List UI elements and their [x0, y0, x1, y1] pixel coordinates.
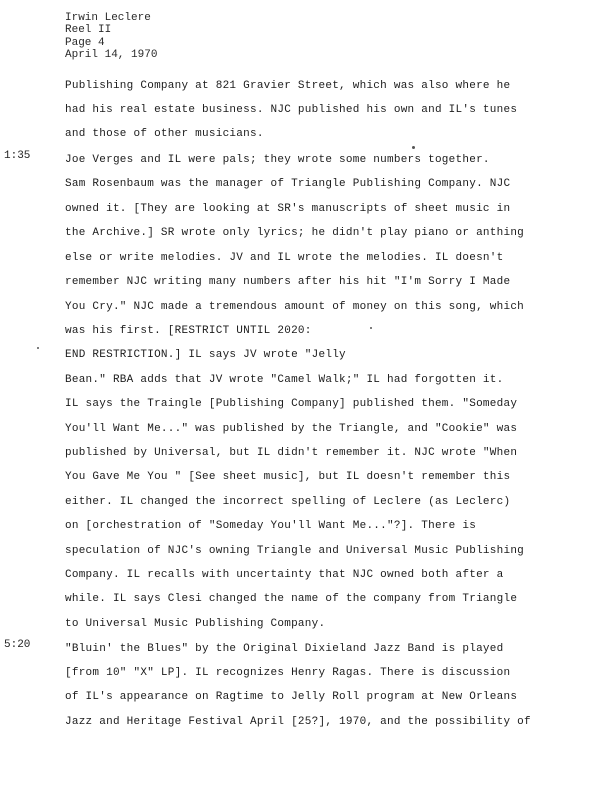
text-line: [from 10" "X" LP]. IL recognizes Henry Ragas. There is discussion — [65, 667, 511, 679]
text-line: remember NJC writing many numbers after his hit "I'm Sorry I Made — [65, 276, 511, 288]
text-line: Bean." RBA adds that JV wrote "Camel Walk;" IL had forgotten it. — [65, 374, 504, 386]
text-line: Publishing Company at 821 Gravier Street, which was also where he — [65, 80, 511, 92]
text-line: speculation of NJC's owning Triangle and Universal Music Publishing — [65, 545, 525, 557]
text-line: was his first. [RESTRICT UNTIL 2020: — [65, 325, 312, 337]
page-label: Page 4 — [65, 36, 105, 49]
text-line: of IL's appearance on Ragtime to Jelly Roll program at New Orleans — [65, 691, 518, 703]
text-line: END RESTRICTION.] IL says JV wrote "Jelly — [65, 349, 346, 361]
margin-timestamp: 5:20 — [4, 639, 31, 651]
scan-speck — [370, 327, 372, 329]
text-line: the Archive.] SR wrote only lyrics; he didn't play piano or anthing — [65, 227, 525, 239]
reel-label: Reel II — [65, 24, 112, 37]
text-line: else or write melodies. JV and IL wrote the melodies. IL doesn't — [65, 252, 504, 264]
text-line: and those of other musicians. — [65, 128, 264, 140]
document-header — [65, 12, 157, 61]
scan-speck — [412, 146, 415, 149]
text-line: Company. IL recalls with uncertainty that NJC owned both after a — [65, 569, 504, 581]
text-line: either. IL changed the incorrect spelling of Leclere (as Leclerc) — [65, 496, 511, 508]
text-line: Jazz and Heritage Festival April [25?], 1970, and the possibility of — [65, 716, 531, 728]
text-line: Sam Rosenbaum was the manager of Triangle Publishing Company. NJC — [65, 178, 511, 190]
text-line: while. IL says Clesi changed the name of the company from Triangle — [65, 593, 518, 605]
text-line: You Gave Me You " [See sheet music], but IL doesn't remember this — [65, 471, 511, 483]
margin-timestamp: 1:35 — [4, 150, 31, 162]
text-line: had his real estate business. NJC published his own and IL's tunes — [65, 104, 518, 116]
text-line: IL says the Traingle [Publishing Company] published them. "Someday — [65, 398, 518, 410]
text-line: You Cry." NJC made a tremendous amount of money on this song, which — [65, 301, 525, 313]
text-line: owned it. [They are looking at SR's manuscripts of sheet music in — [65, 203, 511, 215]
text-line: to Universal Music Publishing Company. — [65, 618, 326, 630]
interviewee-name: Irwin Leclere — [65, 12, 151, 24]
text-line: Joe Verges and IL were pals; they wrote some numbers together. — [65, 154, 490, 166]
text-line: published by Universal, but IL didn't remember it. NJC wrote "When — [65, 447, 518, 459]
interview-date: April 14, 1970 — [65, 48, 158, 61]
scan-speck — [37, 347, 39, 349]
text-line: You'll Want Me..." was published by the Triangle, and "Cookie" was — [65, 423, 518, 435]
text-line: "Bluin' the Blues" by the Original Dixieland Jazz Band is played — [65, 643, 504, 655]
text-line: on [orchestration of "Someday You'll Want Me..."?]. There is — [65, 520, 477, 532]
